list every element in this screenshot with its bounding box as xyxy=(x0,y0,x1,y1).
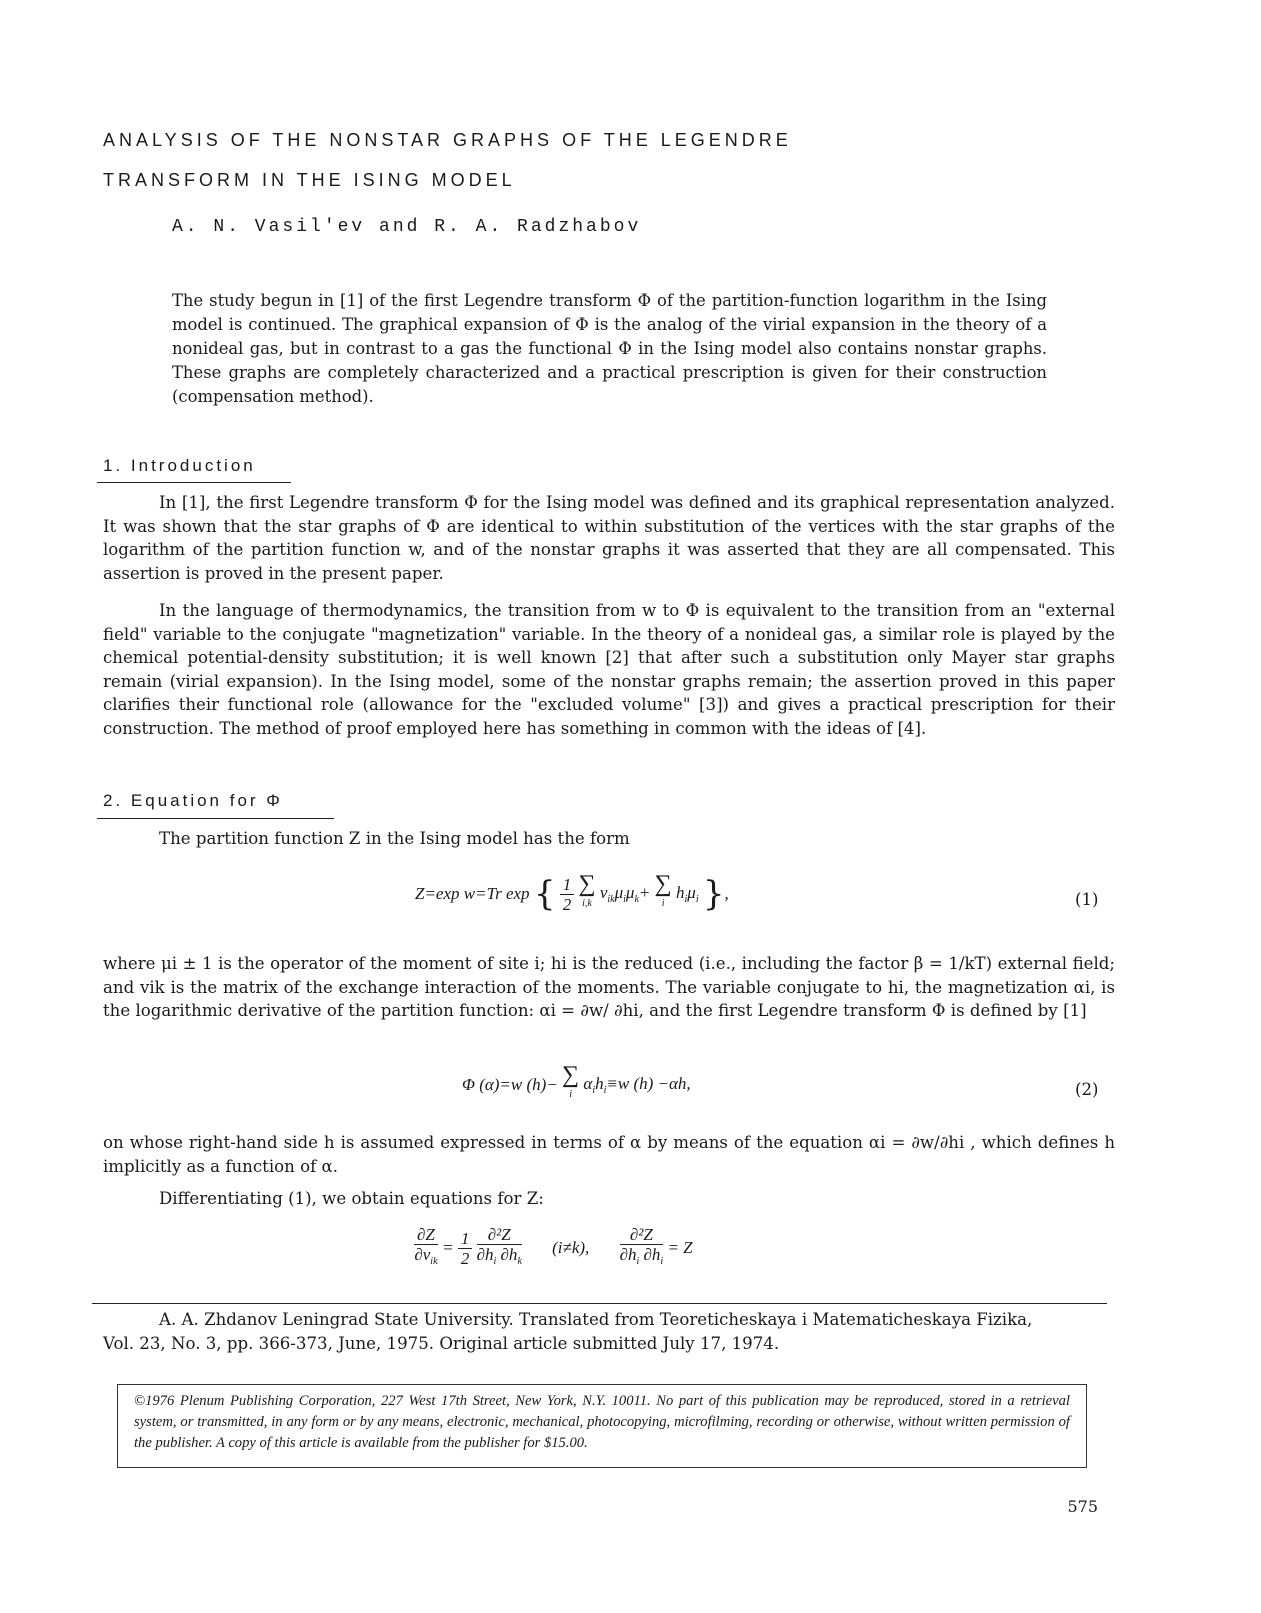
authors: A. N. Vasil'ev and R. A. Radzhabov xyxy=(172,217,642,237)
eq1-half-num: 1 xyxy=(560,875,575,895)
eq2-alpha: α xyxy=(583,1073,593,1093)
eq2-h: h xyxy=(595,1073,604,1093)
section-1-underline xyxy=(97,482,291,483)
section-2-paragraph-on-whose: on whose right-hand side h is assumed expressed in terms of α by means of the equation αi = ∂w/∂hi , which defines h implicitly as a function of α. xyxy=(103,1133,1115,1176)
eq3-frac-3-den-h1: ∂h xyxy=(476,1245,494,1264)
eq3-frac-1-den-sub: ik xyxy=(430,1256,438,1268)
eq3-frac-3-den-h2-sub: k xyxy=(517,1256,522,1268)
eq3-frac-2-den: 2 xyxy=(460,1248,470,1268)
equation-1 xyxy=(415,871,729,914)
eq2-lhs: Φ (α)=w (h)− xyxy=(462,1075,558,1094)
section-2-heading: 2. Equation for Φ xyxy=(103,791,283,810)
eq1-term-2-h: h xyxy=(676,882,685,902)
eq3-frac-3 xyxy=(477,1225,522,1271)
eq3-frac-4-den xyxy=(620,1245,664,1271)
eq1-sum-2 xyxy=(654,871,672,913)
copyright-box xyxy=(117,1384,1087,1468)
eq1-term-1-mu2: μ xyxy=(625,882,635,902)
eq3-frac-4-den-h2: ∂h xyxy=(643,1245,661,1264)
eq2-rhs xyxy=(583,1073,691,1097)
eq3-frac-1-den-v: ∂v xyxy=(414,1245,431,1264)
equation-1-number: (1) xyxy=(1075,890,1099,909)
eq1-term-2-h-sub: i xyxy=(684,894,688,906)
eq1-half-fraction xyxy=(560,875,575,914)
equation-2 xyxy=(462,1062,691,1104)
eq1-comma: , xyxy=(724,884,729,903)
eq1-sum-1 xyxy=(578,871,596,913)
eq1-term-1 xyxy=(599,882,651,906)
eq2-sum-sigma: ∑ xyxy=(562,1062,580,1088)
eq3-frac-4-den-h2-sub: i xyxy=(660,1256,664,1268)
copyright-text: ©1976 Plenum Publishing Corporation, 227 West 17th Street, New York, N.Y. 10011. No part of this publication may be reproduced, stored in a retrieval system, or transmitted, in any form or by any means, electronic, mechanical, photocopying, microfilming, recording or otherwise, without written permission of the publisher. A copy of this article is available from the publisher for $15.00. xyxy=(134,1393,1070,1451)
eq3-frac-4 xyxy=(620,1225,664,1271)
section-2-paragraph-where: where μi ± 1 is the operator of the moment of site i; hi is the reduced (i.e., including the factor β = 1/kT) external field; and vik is the matrix of the exchange interaction of the moments. The variable conjugate to hi, the magnetization αi, is the logarithmic derivative of the partition function: αi = ∂w/ ∂hi, and the first Legendre transform Φ is defined by [1] xyxy=(103,954,1115,1020)
equation-2-number: (2) xyxy=(1075,1080,1099,1099)
section-2-underline xyxy=(97,818,334,819)
section-1-heading: 1. Introduction xyxy=(103,456,256,475)
footnote-rule xyxy=(92,1303,1107,1304)
eq3-frac-4-num: ∂²Z xyxy=(620,1225,664,1245)
eq1-sum-2-sub: i xyxy=(661,898,665,909)
section-2-intro: The partition function Z in the Ising model has the form xyxy=(159,829,630,848)
eq2-sum xyxy=(562,1062,580,1104)
eq3-frac-2 xyxy=(458,1229,473,1268)
abstract: The study begun in [1] of the first Legendre transform Φ of the partition-function logarithm in the Ising model is continued. The graphical expansion of Φ is the analog of the virial expansion in the theory of a nonideal gas, but in contrast to a gas the functional Φ in the Ising model also contains nonstar graphs. These graphs are completely characterized and a practical prescription is given for their construction (compensation method). xyxy=(172,291,1047,406)
eq3-frac-4-den-h1-sub: i xyxy=(636,1256,640,1268)
eq1-lhs: Z=exp w=Tr exp xyxy=(415,884,530,903)
eq3-frac-3-den-h2: ∂h xyxy=(500,1245,518,1264)
eq1-term-1-v: v xyxy=(599,882,608,902)
eq3-frac-3-num: ∂²Z xyxy=(477,1225,522,1245)
article-title-line-1: ANALYSIS OF THE NONSTAR GRAPHS OF THE LEGENDRE xyxy=(103,130,792,150)
eq3-frac-1-den xyxy=(414,1245,438,1271)
eq3-frac-3-den xyxy=(477,1245,522,1271)
eq3-frac-2-num: 1 xyxy=(458,1229,473,1249)
page-number: 575 xyxy=(1067,1497,1098,1516)
eq2-sum-sub: i xyxy=(569,1089,572,1100)
eq1-term-1-mu-sub: i xyxy=(623,894,626,906)
eq2-h-sub: i xyxy=(603,1085,607,1097)
eq1-sum-2-sigma: ∑ xyxy=(654,871,672,897)
eq3-condition: (i≠k), xyxy=(552,1238,590,1258)
eq1-term-2 xyxy=(676,882,699,906)
eq1-term-2-mu: μ xyxy=(687,882,696,902)
eq3-equals: = xyxy=(442,1238,454,1258)
eq1-term-1-v-sub: ik xyxy=(607,894,615,906)
eq1-sum-1-sigma: ∑ xyxy=(578,871,596,897)
equation-3 xyxy=(414,1225,693,1271)
eq1-plus: + xyxy=(638,882,651,902)
footnote: A. A. Zhdanov Leningrad State University. Translated from Teoreticheskaya i Matematicheskaya Fizika, Vol. 23, No. 3, pp. 366-373, June, 1975. Original article submitted July 17, 1974. xyxy=(103,1310,1033,1353)
eq1-sum-1-sub: i,k xyxy=(582,898,592,909)
eq1-term-1-mu2-sub: k xyxy=(634,894,639,906)
eq3-frac-1-num: ∂Z xyxy=(414,1225,438,1245)
eq1-half-den: 2 xyxy=(562,894,572,914)
eq2-tail: ≡w (h) −αh, xyxy=(606,1073,691,1093)
eq3-frac-3-den-h1-sub: i xyxy=(493,1256,497,1268)
eq1-open-brace: { xyxy=(533,874,556,914)
article-title-line-2: TRANSFORM IN THE ISING MODEL xyxy=(103,170,516,190)
eq1-term-1-mu: μ xyxy=(614,882,624,902)
eq3-frac-4-den-h1: ∂h xyxy=(619,1245,637,1264)
eq1-term-2-mu-sub: i xyxy=(695,894,699,906)
eq3-rhs: = Z xyxy=(667,1238,693,1258)
eq1-close-brace: } xyxy=(702,874,725,914)
section-1-paragraph-1: In [1], the first Legendre transform Φ for the Ising model was defined and its graphical representation analyzed. It was shown that the star graphs of Φ are identical to within substitution of the vertices with the star graphs of the logarithm of the partition function w, and of the nonstar graphs it was asserted that they are all compensated. This assertion is proved in the present paper. xyxy=(103,493,1115,583)
eq2-alpha-sub: i xyxy=(592,1085,596,1097)
section-1-paragraph-2: In the language of thermodynamics, the transition from w to Φ is equivalent to the transition from an "external field" variable to the conjugate "magnetization" variable. In the theory of a nonideal gas, a similar role is played by the chemical potential-density substitution; it is well known [2] that after such a substitution only Mayer star graphs remain (virial expansion). In the Ising model, some of the nonstar graphs remain; the assertion proved in this paper clarifies their functional role (allowance for the "excluded volume" [3]) and gives a practical prescription for their construction. The method of proof employed here has something in common with the ideas of [4]. xyxy=(103,601,1115,738)
eq3-frac-1 xyxy=(414,1225,438,1271)
section-2-paragraph-differentiating: Differentiating (1), we obtain equations for Z: xyxy=(159,1189,544,1208)
